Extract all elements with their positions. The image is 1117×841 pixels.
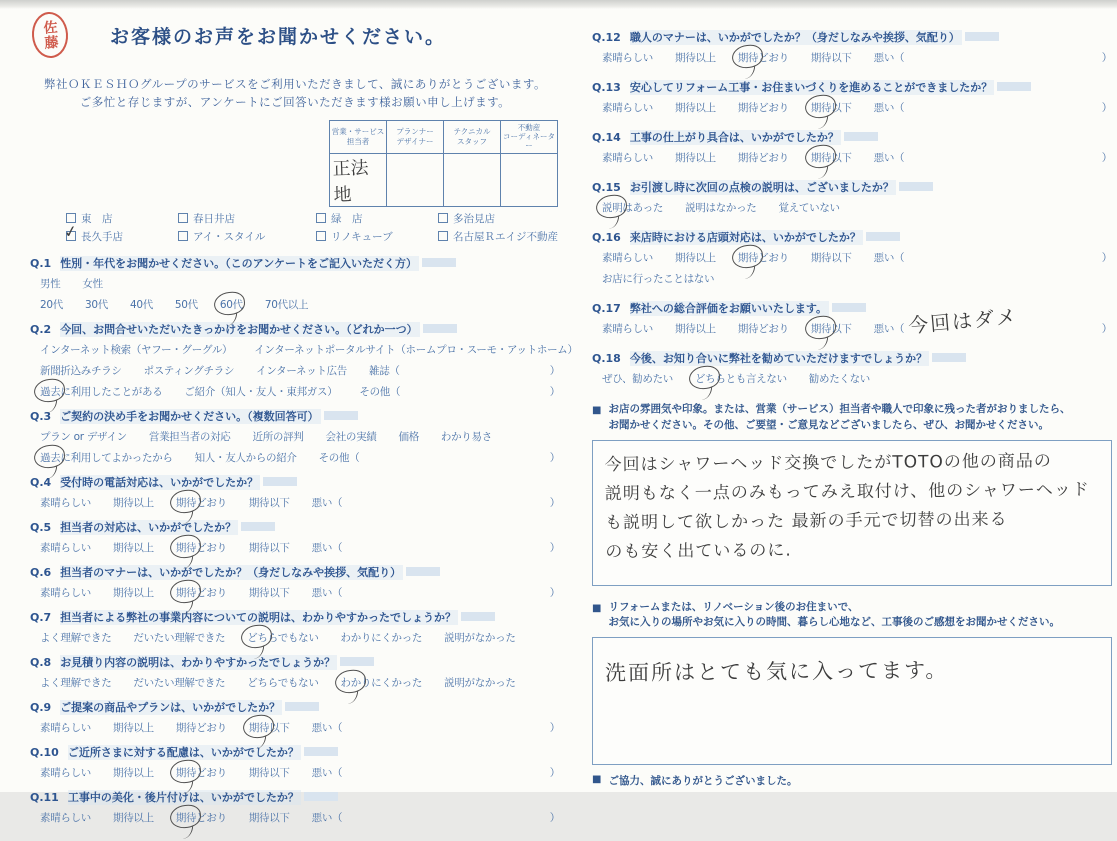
answer-option: 素晴らしい [602, 252, 653, 264]
answer-row [592, 49, 1112, 67]
handwritten-line: のも安く出ているのに. [605, 539, 792, 562]
pen-circle-mark [804, 143, 837, 169]
answer-option: 期待以下 [248, 496, 290, 509]
answer-option: 期待以上 [675, 52, 716, 64]
question-title [30, 322, 560, 338]
pen-circle-mark [240, 623, 273, 649]
answer-row [592, 99, 1112, 117]
answer-option: インターネット広告 [256, 364, 348, 377]
pen-circle-mark [169, 578, 202, 604]
answer-option: 70代以上 [264, 298, 309, 311]
question-title [30, 409, 560, 425]
paren-gap [400, 366, 550, 377]
answer-option: 素晴らしい [602, 323, 653, 335]
handwritten-checkmark: ✓ [62, 221, 79, 243]
question-number: Q.6 [30, 565, 52, 579]
question-text: 担当者のマナーは、いかがでしたか？（身だしなみや挨拶、気配り） [60, 565, 402, 579]
answer-option: 期待以下 [248, 586, 290, 599]
question-title [30, 700, 560, 716]
question-title [30, 475, 560, 491]
answer-option: ポスティングチラシ [143, 364, 235, 377]
answer-option: 勧めたくない [808, 373, 870, 385]
answer-option: 30代 [84, 298, 108, 311]
answer-option: 期待以下 [249, 719, 290, 737]
question-title [592, 230, 1112, 246]
comment-box [592, 440, 1112, 586]
answer-option: どちらとも言えない [695, 370, 787, 388]
question-text: お引渡し時に次回の点検の説明は、ございましたか？ [629, 181, 894, 194]
comment-header-line: お気に入りの場所やお気に入りの時間、暮らし心地など、工事後のご感想をお聞かせください。 [608, 616, 1060, 629]
question-q15 [592, 180, 1112, 217]
question-q10 [30, 745, 560, 782]
store-option [316, 229, 438, 244]
question-q16 [592, 230, 1112, 288]
answer-row [30, 539, 560, 557]
answer-option: 期待どおり [176, 539, 227, 557]
store-option [438, 211, 596, 226]
answer-row [30, 494, 560, 512]
comment-header-lines [608, 402, 1070, 434]
question-text: 工事中の美化・後片付けは、いかがでしたか？ [67, 790, 299, 804]
answer-option: 期待以上 [113, 766, 154, 779]
answer-option: 説明はあった [602, 199, 663, 217]
answer-option: 雑誌（ ） [369, 364, 560, 377]
pen-circle-mark [33, 443, 66, 469]
questions-left [30, 256, 578, 827]
answer-option: その他（ ） [318, 451, 560, 464]
answer-option: インターネットポータルサイト（ホームプロ・スーモ・アットホーム） [254, 343, 578, 356]
store-label: 長久手店 [81, 230, 123, 243]
answer-option: ぜひ、勧めたい [602, 373, 673, 385]
checkbox-icon [438, 213, 448, 223]
question-text: 安心してリフォーム工事・お住まいづくりを進めることができましたか？ [629, 81, 993, 94]
question-q9 [30, 700, 560, 737]
handwritten-line: も説明して欲しかった 最新の手元で切替の出来る [605, 508, 1008, 533]
answer-row [30, 383, 560, 401]
right-column [592, 30, 1112, 788]
question-number: Q.18 [592, 352, 621, 365]
intro-line: ご多忙と存じますが、アンケートにご回答いただきます様お願い申し上げます。 [79, 94, 511, 109]
answer-row [592, 249, 1112, 267]
answer-option: 期待以下 [811, 99, 852, 117]
comment-section [592, 600, 1112, 766]
comment-section [592, 402, 1112, 586]
question-number: Q.12 [592, 31, 621, 44]
staff-table [329, 120, 558, 207]
question-title [30, 655, 560, 671]
question-title [592, 80, 1112, 96]
answer-option: 素晴らしい [40, 586, 91, 599]
question-q4 [30, 475, 560, 512]
question-number: Q.15 [592, 181, 621, 194]
question-number: Q.4 [30, 475, 52, 489]
question-text: 担当者による弊社の事業内容についての説明は、わかりやすかったでしょうか？ [60, 610, 456, 624]
hanko-stamp [30, 11, 69, 59]
paren-gap [342, 588, 550, 599]
handwritten-staff-name: 正法地 [332, 157, 369, 206]
store-option [178, 211, 316, 226]
store-option [62, 221, 178, 244]
answer-option: 期待どおり [737, 102, 789, 114]
question-q12 [592, 30, 1112, 67]
answer-option: わかりにくかった [341, 674, 423, 692]
store-label: 春日井店 [193, 212, 235, 225]
pen-circle-mark [333, 668, 366, 694]
pen-circle-mark [213, 290, 246, 316]
answer-option: 過去に利用してよかったから [40, 449, 173, 467]
question-number: Q.3 [30, 409, 52, 423]
question-number: Q.2 [30, 322, 52, 336]
answer-option: 素晴らしい [602, 52, 653, 64]
question-q2 [30, 322, 578, 401]
answer-option: 期待以下 [248, 541, 290, 554]
question-number: Q.8 [30, 655, 52, 669]
answer-option: 期待以上 [113, 721, 154, 734]
answer-option: 期待どおり [176, 809, 227, 827]
answer-option: よく理解できた [40, 676, 112, 689]
comment-section-header [592, 402, 1112, 434]
staff-column-header: テクニカル スタッフ [444, 120, 501, 153]
answer-option: 素晴らしい [602, 152, 653, 164]
answer-row [30, 764, 560, 782]
handwritten-answer: 今回はダメ [907, 304, 1020, 338]
comment-header-lines [608, 600, 1060, 632]
store-checkbox-group [62, 211, 560, 244]
pen-circle-mark [169, 488, 202, 514]
pen-circle-mark [169, 758, 202, 784]
question-text: 担当者の対応は、いかがでしたか？ [60, 520, 237, 534]
answer-option: 営業担当者の対応 [148, 430, 231, 443]
answer-option: 素晴らしい [40, 496, 91, 509]
question-number: Q.13 [592, 81, 621, 94]
question-text: お見積り内容の説明は、わかりやすかったでしょうか？ [60, 655, 336, 669]
paren-gap [400, 387, 550, 398]
question-number: Q.7 [30, 610, 52, 624]
footer-text: ご協力、誠にありがとうございました。 [608, 775, 798, 787]
store-label: 名古屋Ｒエイジ不動産 [453, 230, 558, 243]
answer-option: 期待以下 [810, 52, 852, 64]
answer-option: 期待以上 [675, 152, 716, 164]
staff-column-header: 不動産 コーディネーター [501, 120, 558, 153]
question-text: 来店時における店頭対応は、いかがでしたか？ [629, 231, 861, 244]
answer-option: 期待以上 [113, 811, 154, 824]
question-number: Q.1 [30, 256, 52, 270]
answer-option: 期待どおり [738, 249, 789, 267]
answer-row [30, 449, 560, 467]
answer-option: 期待以上 [675, 102, 716, 114]
question-title [30, 256, 560, 272]
question-text: 今後、お知り合いに弊社を勧めていただけますでしょうか？ [629, 352, 928, 365]
question-text: ご契約の決め手をお聞かせください。（複数回答可） [60, 409, 319, 423]
question-q6 [30, 565, 560, 602]
question-text: 弊社への総合評価をお願いいたします。 [629, 302, 827, 315]
question-title [30, 790, 560, 806]
handwritten-line: 説明もなく一点のみもってみえ取付け、他のシャワーヘッド [604, 479, 1090, 504]
store-label: 多治見店 [453, 212, 495, 225]
answer-option: 期待以下 [248, 766, 290, 779]
question-q3 [30, 409, 560, 467]
question-q5 [30, 520, 560, 557]
handwritten-comment [605, 446, 1100, 566]
answer-option: 価格 [398, 430, 419, 443]
checkbox-icon [438, 231, 448, 241]
intro-line: 弊社ＯＫＥＳＨＯグループのサービスをご利用いただきまして、誠にありがとうございます。 [44, 77, 546, 91]
answer-option: 新聞折込みチラシ [40, 364, 122, 377]
answer-option: 素晴らしい [40, 541, 91, 554]
answer-option: 60代 [220, 296, 243, 314]
answer-option: 素晴らしい [40, 766, 91, 779]
answer-option: 男性 [40, 277, 61, 290]
answer-option: 会社の実績 [325, 430, 377, 443]
answer-option: 悪い（ ） [311, 496, 560, 509]
paren-gap [342, 723, 550, 734]
paren-gap [904, 253, 1102, 264]
comment-header-line: お店の雰囲気や印象。または、営業（サービス）担当者や職人で印象に残った者がおりましたら、 [608, 403, 1071, 415]
answer-option: 期待以上 [113, 586, 154, 599]
answer-option: 期待どおり [738, 49, 789, 67]
comment-sections [592, 402, 1112, 765]
answer-row [30, 674, 560, 692]
answer-option: 期待以上 [113, 496, 154, 509]
question-title [30, 520, 560, 536]
staff-value-cell [444, 153, 501, 206]
answer-option: 悪い（ 今回はダメ ） [873, 304, 1112, 338]
page-title: お客様のお声をお聞かせください。 [110, 26, 447, 48]
checkbox-icon [316, 213, 326, 223]
question-title [30, 565, 560, 581]
answer-option: だいたい理解できた [133, 631, 226, 644]
staff-column-header: 営業・サービス 担当者 [330, 120, 387, 153]
answer-option: よく理解できた [40, 631, 112, 644]
question-text: 受付時の電話対応は、いかがでしたか？ [60, 475, 259, 489]
store-label: リノキューブ [331, 230, 393, 243]
comment-header-line: お聞かせください。その他、ご要望・ご意見などございましたら、ぜひ、お聞かせください。 [608, 418, 1050, 431]
pen-circle-mark [242, 713, 275, 739]
hanko-stamp-text: 佐藤 [40, 19, 60, 51]
answer-row [592, 199, 1112, 217]
question-q1 [30, 256, 560, 314]
answer-option: 説明がなかった [444, 676, 516, 689]
question-title [592, 301, 1112, 317]
square-bullet-icon: ■ [592, 774, 602, 785]
store-label: アイ・スタイル [193, 230, 266, 243]
paren-gap [904, 53, 1102, 64]
handwritten-line: 洗面所はとても気に入ってます。 [604, 658, 949, 686]
store-option [316, 211, 438, 226]
questions-right [592, 30, 1112, 388]
answer-row [30, 809, 560, 827]
answer-option: 期待以下 [248, 811, 290, 824]
question-q11 [30, 790, 560, 827]
staff-value-row [330, 153, 558, 206]
answer-option: 説明はなかった [685, 202, 757, 214]
question-number: Q.14 [592, 131, 621, 144]
handwritten-comment [605, 644, 1099, 692]
question-title [30, 745, 560, 761]
paren-gap [359, 453, 549, 464]
paren-gap [342, 543, 550, 554]
answer-option: 期待どおり [176, 764, 227, 782]
staff-value-cell [330, 153, 387, 206]
question-text: 工事の仕上がり具合は、いかがでしたか？ [629, 131, 839, 144]
comment-section-header [592, 600, 1112, 632]
paren-gap [342, 768, 550, 779]
answer-option: 20代 [40, 298, 63, 311]
question-text: 職人のマナーは、いかがでしたか？（身だしなみや挨拶、気配り） [629, 31, 960, 44]
question-title [592, 30, 1112, 46]
answer-option: 素晴らしい [602, 102, 653, 114]
pen-circle-mark [731, 43, 764, 69]
answer-option: 期待どおり [176, 584, 227, 602]
question-title [30, 610, 560, 626]
question-text: 今回、お問合せいただいたきっかけをお聞かせください。（どれか一つ） [60, 322, 418, 336]
answer-option: 覚えていない [778, 202, 840, 214]
answer-option: ご紹介（知人・友人・東邦ガス） [184, 385, 338, 398]
answer-option: だいたい理解できた [133, 676, 226, 689]
answer-option: 悪い（ ） [873, 252, 1112, 264]
answer-option: 過去に利用したことがある [40, 383, 162, 401]
answer-option: 50代 [174, 298, 198, 311]
comment-header-line: リフォームまたは、リノベーション後のお住まいで、 [608, 600, 859, 613]
question-title [592, 180, 1112, 196]
checkbox-icon [316, 231, 326, 241]
answer-option: 悪い（ ） [873, 52, 1112, 64]
answer-option: 悪い（ ） [311, 721, 560, 734]
paren-gap [904, 103, 1102, 114]
answer-option: 悪い（ ） [873, 152, 1112, 164]
answer-option: 期待以上 [675, 323, 716, 335]
square-bullet-icon: ■ [592, 602, 602, 614]
answer-row [592, 270, 1112, 288]
question-q7 [30, 610, 560, 647]
form-header [30, 14, 560, 66]
answer-option: プラン or デザイン [40, 430, 127, 443]
answer-option: 期待以下 [811, 320, 852, 338]
paren-gap [904, 153, 1102, 164]
answer-option: 知人・友人からの紹介 [194, 451, 297, 464]
answer-row [30, 629, 560, 647]
pen-circle-mark [804, 93, 837, 119]
answer-option: 悪い（ ） [311, 811, 560, 824]
question-q14 [592, 130, 1112, 167]
pen-circle-mark [804, 314, 837, 340]
store-option [178, 229, 316, 244]
answer-option: 期待以下 [810, 252, 852, 264]
answer-option: 期待以下 [811, 149, 852, 167]
answer-row [30, 719, 560, 737]
store-option [438, 229, 596, 244]
question-number: Q.16 [592, 231, 621, 244]
question-title [592, 130, 1112, 146]
answer-option: 期待どおり [175, 721, 227, 734]
answer-row [592, 370, 1112, 388]
question-q8 [30, 655, 560, 692]
answer-option: 素晴らしい [40, 721, 91, 734]
checkbox-icon [178, 213, 188, 223]
question-number: Q.9 [30, 700, 52, 714]
answer-option: 悪い（ ） [311, 541, 560, 554]
paren-gap [342, 813, 550, 824]
footer-note [592, 773, 1112, 788]
answer-option: お店に行ったことはない [602, 273, 715, 285]
answer-row [30, 341, 578, 359]
pen-circle-mark [595, 193, 628, 219]
answer-option: 悪い（ ） [311, 766, 560, 779]
answer-option: 期待以上 [113, 541, 154, 554]
question-number: Q.11 [30, 790, 59, 804]
question-number: Q.10 [30, 745, 59, 759]
answer-option: 期待以上 [675, 252, 716, 264]
answer-option: 40代 [129, 298, 153, 311]
pen-circle-mark [169, 533, 202, 559]
answer-option: インターネット検索（ヤフー・グーグル） [40, 343, 233, 356]
answer-option: 期待どおり [737, 152, 789, 164]
answer-row [30, 296, 560, 314]
answer-option: 悪い（ ） [311, 586, 560, 599]
answer-option: 期待どおり [737, 323, 789, 335]
question-number: Q.17 [592, 302, 621, 315]
answer-row [592, 149, 1112, 167]
left-column [30, 14, 578, 835]
answer-option: 説明がなかった [444, 631, 516, 644]
answer-row [30, 584, 560, 602]
store-option [66, 211, 178, 226]
answer-option: どちらでもない [247, 676, 319, 689]
answer-option: 女性 [82, 277, 103, 290]
answer-option: 期待どおり [176, 494, 227, 512]
answer-option: その他（ ） [359, 385, 560, 398]
question-text: ご提案の商品やプランは、いかがでしたか？ [60, 700, 281, 714]
answer-option: どちらでもない [247, 629, 318, 647]
question-q13 [592, 80, 1112, 117]
question-text: 性別・年代をお聞かせください。（このアンケートをご記入いただく方） [60, 256, 418, 270]
answer-option: わかり易さ [440, 430, 492, 443]
pen-circle-mark [33, 377, 66, 403]
answer-row [30, 362, 560, 380]
question-title [592, 351, 1112, 367]
handwritten-line: 今回はシャワーヘッド交換でしたがTOTOの他の商品の [604, 450, 1052, 475]
question-q18 [592, 351, 1112, 388]
question-text: ご近所さまに対する配慮は、いかがでしたか？ [67, 745, 299, 759]
pen-circle-mark [169, 803, 202, 829]
answer-option: 近所の評判 [252, 430, 304, 443]
checkbox-icon [178, 231, 188, 241]
staff-value-cell [501, 153, 558, 206]
pen-circle-mark [731, 243, 764, 269]
paren-gap [342, 498, 550, 509]
question-number: Q.5 [30, 520, 52, 534]
square-bullet-icon: ■ [592, 405, 602, 416]
answer-option: わかりにくかった [340, 631, 423, 644]
staff-header-row [330, 120, 558, 153]
staff-column-header: プランナー デザイナー [387, 120, 444, 153]
question-q17 [592, 301, 1112, 338]
store-label: 東 店 [81, 212, 113, 225]
intro-text [30, 76, 560, 112]
answer-row [30, 275, 560, 293]
staff-value-cell [387, 153, 444, 206]
scan-edge-shadow [0, 0, 1117, 9]
checkbox-icon [62, 221, 79, 243]
store-label: 緑 店 [331, 212, 363, 225]
answer-option: 素晴らしい [40, 811, 91, 824]
pen-circle-mark [688, 364, 721, 390]
comment-box [592, 637, 1112, 765]
answer-option: 悪い（ ） [873, 102, 1112, 114]
answer-row [30, 428, 560, 446]
